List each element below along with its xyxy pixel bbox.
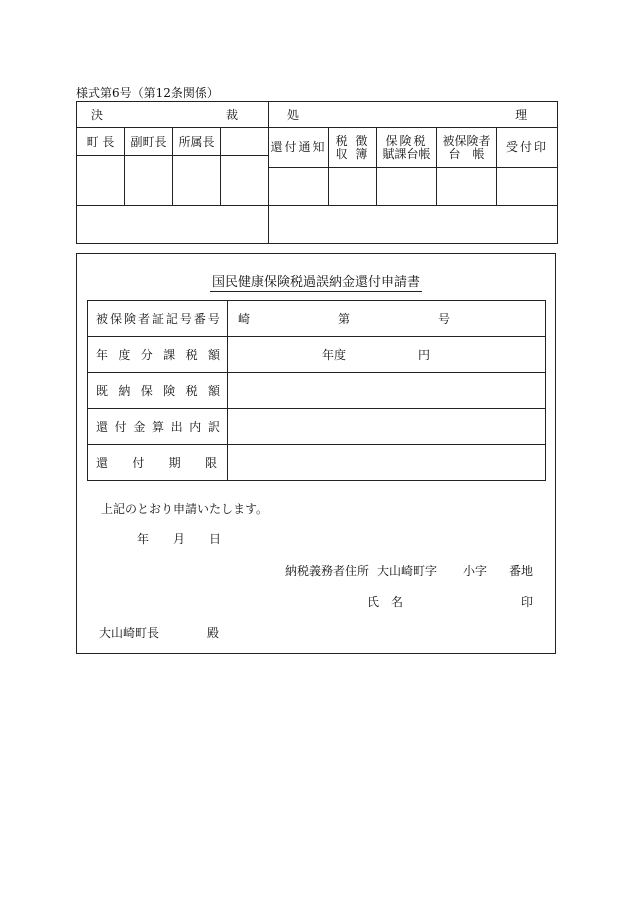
field-assessed-tax[interactable]	[228, 337, 546, 373]
label-char: 還	[96, 456, 109, 470]
label-char: 号	[207, 312, 220, 326]
label-char: 算	[151, 420, 164, 434]
label-char: 税	[185, 384, 198, 398]
seal-mark: 印	[521, 595, 534, 609]
label-refund-deadline	[88, 445, 228, 481]
col-mayor: 町 長	[77, 128, 125, 156]
form-number: 様式第6号（第12条関係）	[76, 86, 219, 100]
val-nendo: 年度	[322, 348, 347, 362]
name-label: 氏 名	[367, 595, 404, 609]
decision-char-2: 裁	[226, 108, 239, 122]
stamp-cell-refund	[269, 168, 329, 206]
label-char: 険	[163, 384, 176, 398]
val-saki: 崎	[238, 312, 251, 326]
date-month: 月	[173, 532, 186, 546]
label-char: 額	[207, 348, 220, 362]
processing-char-2: 理	[515, 108, 528, 122]
col-deputy-mayor: 副町長	[125, 128, 173, 156]
label-char: 訳	[207, 420, 220, 434]
address-banchi: 番地	[509, 564, 534, 578]
col-receipt-stamp-l1: 受付印	[506, 140, 549, 154]
form-title: 国民健康保険税過誤納金還付申請書	[211, 275, 420, 290]
label-char: 険	[123, 312, 136, 326]
field-refund-deadline[interactable]	[228, 445, 546, 481]
label-char: 者	[137, 312, 150, 326]
application-form	[76, 253, 556, 654]
stamp-cell-insured	[437, 168, 497, 206]
label-paid-tax	[88, 373, 228, 409]
field-refund-breakdown[interactable]	[228, 409, 546, 445]
stamp-cell-dept	[173, 156, 221, 206]
label-char: 期	[168, 456, 181, 470]
label-char: 付	[114, 420, 127, 434]
stamp-cell-mayor	[77, 156, 125, 206]
col-insured-register	[437, 128, 497, 168]
decision-header	[77, 102, 269, 128]
label-char: 額	[207, 384, 220, 398]
addressee: 大山崎町長	[99, 626, 160, 640]
label-char: 被	[96, 312, 109, 326]
field-insured-id[interactable]	[228, 301, 546, 337]
val-en: 円	[418, 348, 431, 362]
field-paid-tax[interactable]	[228, 373, 546, 409]
approval-table	[76, 101, 558, 244]
form-title-wrap	[77, 271, 555, 290]
address-town: 大山崎町字	[377, 564, 438, 578]
processing-char-1: 処	[287, 108, 300, 122]
label-char: 出	[170, 420, 183, 434]
col-tax-ledger	[329, 128, 377, 168]
processing-header	[269, 102, 558, 128]
label-char: 保	[109, 312, 122, 326]
label-char: 納	[118, 384, 131, 398]
stamp-cell-blank	[221, 156, 269, 206]
label-char: 分	[140, 348, 153, 362]
stamp-cell-levy	[377, 168, 437, 206]
date-day: 日	[209, 532, 222, 546]
label-char: 付	[132, 456, 145, 470]
col-receipt-stamp	[497, 128, 558, 168]
label-char: 既	[96, 384, 109, 398]
label-char: 内	[189, 420, 202, 434]
col-dept-head: 所属長	[173, 128, 221, 156]
stamp-cell-deputy	[125, 156, 173, 206]
label-refund-breakdown	[88, 409, 228, 445]
col-levy-register	[377, 128, 437, 168]
col-blank	[221, 128, 269, 156]
fields-table	[87, 300, 546, 481]
col-refund-notice-l1: 還付通知	[270, 140, 327, 154]
processing-notes	[269, 206, 558, 244]
col-tax-ledger-l2: 収 簿	[335, 146, 370, 161]
address-koaza: 小字	[463, 564, 488, 578]
val-dai: 第	[338, 312, 351, 326]
col-insured-register-l2: 台 帳	[448, 146, 485, 161]
statement: 上記のとおり申請いたします。	[101, 502, 269, 516]
col-refund-notice	[269, 128, 329, 168]
col-tax-ledger-l1: 税 徴	[335, 133, 370, 148]
col-levy-register-l1: 保険税	[385, 133, 428, 148]
label-char: 証	[151, 312, 164, 326]
label-char: 年	[96, 348, 109, 362]
label-char: 度	[118, 348, 131, 362]
date-year: 年	[137, 532, 150, 546]
honorific: 殿	[207, 626, 220, 640]
label-char: 保	[140, 384, 153, 398]
label-insured-id	[88, 301, 228, 337]
stamp-cell-receipt	[497, 168, 558, 206]
col-levy-register-l2: 賦課台帳	[382, 146, 431, 161]
label-char: 税	[185, 348, 198, 362]
val-go: 号	[438, 312, 451, 326]
label-char: 還	[96, 420, 109, 434]
label-char: 号	[179, 312, 192, 326]
label-char: 限	[204, 456, 217, 470]
decision-char-1: 決	[91, 108, 104, 122]
col-insured-register-l1: 被保険者	[442, 133, 491, 148]
label-assessed-tax	[88, 337, 228, 373]
label-char: 金	[133, 420, 146, 434]
label-char: 記	[165, 312, 178, 326]
label-char: 課	[163, 348, 176, 362]
label-char: 番	[193, 312, 206, 326]
address-label: 納税義務者住所	[285, 564, 370, 578]
decision-notes	[77, 206, 269, 244]
stamp-cell-tax	[329, 168, 377, 206]
